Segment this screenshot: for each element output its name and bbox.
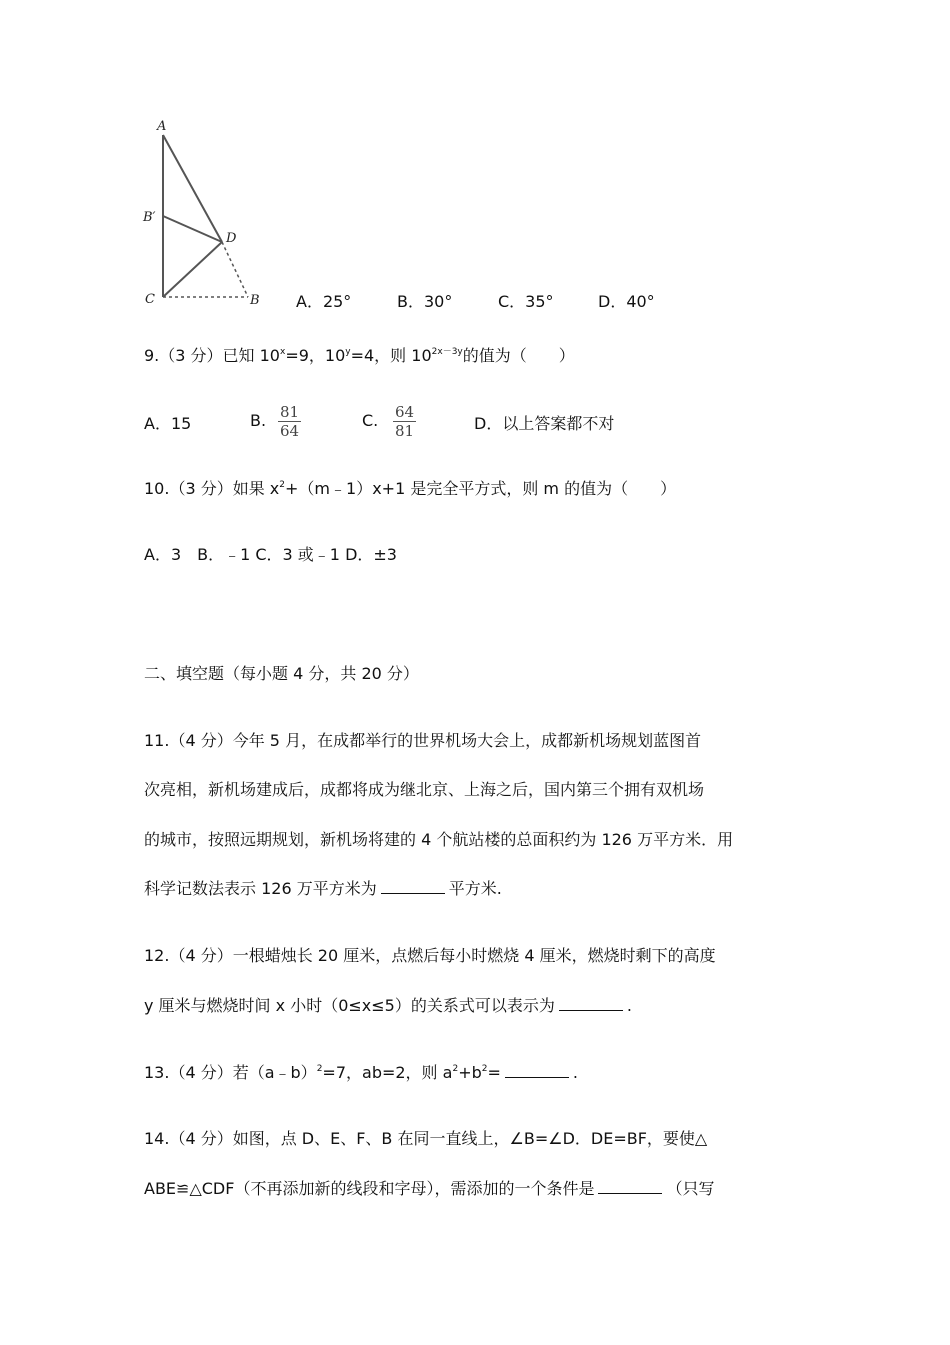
label-B-prime: B′ [143,210,156,225]
q8-option-a: A．25° [296,292,352,311]
q11-line-3: 的城市，按照远期规划，新机场将建的 4 个航站楼的总面积约为 126 万平方米．用 [144,830,734,849]
label-B: B [250,293,260,308]
q14-line-1: 14.（4 分）如图，点 D、E、F、B 在同一直线上，∠B=∠D．DE=BF，要使△ [144,1129,708,1148]
q8-option-c: C．35° [498,292,554,311]
q11-line-4: 科学记数法表示 126 万平方米为 平方米. [144,879,502,898]
q12-line-2: y 厘米与燃烧时间 x 小时（0≤x≤5）的关系式可以表示为 . [144,996,632,1015]
segment-BprimeD [163,216,222,242]
label-C: C [145,292,155,307]
q9-stem: 9.（3 分）已知 $10^x=9$，$10^y=4$，则 $10^{2x-3y}$的值为（ ） [144,346,575,365]
q9-option-b-label: B. [250,411,267,430]
q13-stem: 13.（4 分）若（a﹣b）$^2$=7，ab=2，则 $a^2+b^2=$ . [144,1063,578,1082]
q12-answer-blank[interactable] [559,996,623,1011]
q9-option-d: D．以上答案都不对 [474,414,615,433]
q8-option-d: D．40° [598,292,655,311]
q11-line-1: 11.（4 分）今年 5 月，在成都举行的世界机场大会上，成都新机场规划蓝图首 [144,731,702,750]
q12-line-1: 12.（4 分）一根蜡烛长 20 厘米，点燃后每小时燃烧 4 厘米，燃烧时剩下的高度 [144,946,716,965]
q10-options: A．3 B．﹣1 C．3 或﹣1 D．±3 [144,545,397,564]
q9-option-c-label: C. [362,411,379,430]
label-D: D [226,231,237,246]
segment-AD [163,135,222,242]
q14-line-2: ABE≌△CDF（不再添加新的线段和字母），需添加的一个条件是 （只写 [144,1179,715,1198]
segment-CD [163,242,222,297]
section-title: 二、填空题（每小题 4 分，共 20 分） [144,664,419,683]
q11-answer-blank[interactable] [381,879,445,894]
q10-stem: 10.（3 分）如果 $x^2+(m﹣1)x+1$ 是完全平方式，则 m 的值为（ ） [144,479,677,498]
q9-option-a: A．15 [144,414,192,433]
q9-option-b-fraction: $\frac{81}{64}$ [280,403,300,440]
q11-line-2: 次亮相，新机场建成后，成都将成为继北京、上海之后，国内第三个拥有双机场 [144,780,705,799]
label-A: A [157,119,167,134]
q14-answer-blank[interactable] [598,1179,662,1194]
q13-answer-blank[interactable] [505,1063,569,1078]
q8-option-b: B．30° [397,292,453,311]
segment-DB-dashed [222,242,248,297]
triangle-figure [140,115,270,315]
q9-option-c-fraction: $\frac{64}{81}$ [395,403,415,440]
